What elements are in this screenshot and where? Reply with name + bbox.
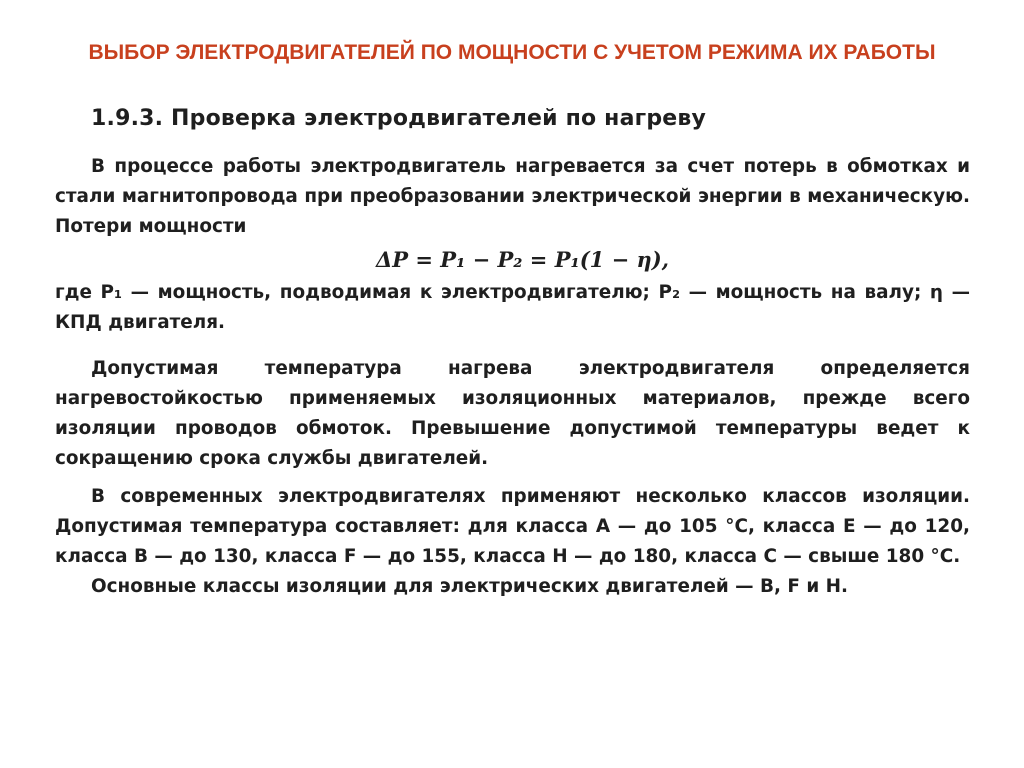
- section-heading: 1.9.3. Проверка электродвигателей по нагреву: [91, 106, 707, 131]
- slide-title: ВЫБОР ЭЛЕКТРОДВИГАТЕЛЕЙ ПО МОЩНОСТИ С УЧЕТОМ РЕЖИМА ИХ РАБОТЫ: [88, 41, 936, 64]
- paragraph-main-classes: Основные классы изоляции для электрических двигателей — В, F и Н.: [91, 576, 849, 597]
- scanned-page: [55, 104, 970, 602]
- paragraph-formula-legend: где P₁ — мощность, подводимая к электродвигателю; P₂ — мощность на валу; η — КПД двигателя.: [55, 282, 970, 333]
- paragraph-insulation-classes: В современных электродвигателях применяют несколько классов изоляции. Допустимая температура составляет: для класса А — до 105 °С, класса Е — до 120, класса В — до 130, класса F — до 155, класса Н — до 180, класса С — свыше 180 °С.: [55, 486, 970, 567]
- power-loss-formula: ΔP = P₁ − P₂ = P₁(1 − η),: [376, 247, 669, 272]
- paragraph-allowed-temperature: Допустимая температура нагрева электродвигателя определяется нагревостойкостью применяемых изоляционных материалов, прежде всего изоляции проводов обмоток. Превышение допустимой температуры ведет к сокращению срока службы двигателей.: [55, 358, 970, 469]
- paragraph-heat-losses: В процессе работы электродвигатель нагревается за счет потерь в обмотках и стали магнитопровода при преобразовании электрической энергии в механическую. Потери мощности: [55, 156, 970, 237]
